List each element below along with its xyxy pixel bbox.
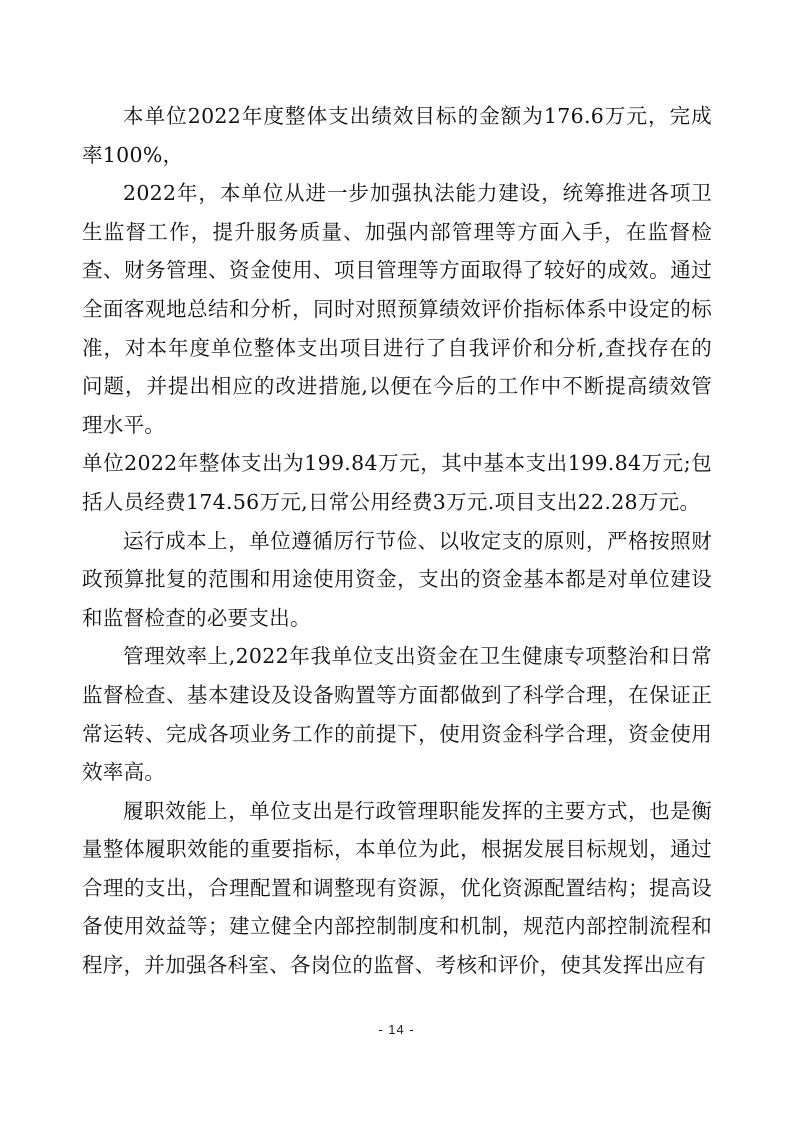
paragraph-target-amount: 本单位2022年度整体支出绩效目标的金额为176.6万元，完成率100%， bbox=[82, 104, 712, 167]
paragraph-performance-effectiveness: 履职效能上，单位支出是行政管理职能发挥的主要方式，也是衡量整体履职效能的重要指标，本单位为此，根据发展目标规划，通过合理的支出，合理配置和调整现有资源，优化资源配置结构；提高设备使用效益等；建立健全内部控制制度和机制，规范内部控制流程和程序，并加强各科室、各岗位的监督、考核和评价，使其发挥出应有 bbox=[82, 798, 712, 978]
paragraph-operating-cost: 运行成本上，单位遵循厉行节俭、以收定支的原则，严格按照财政预算批复的范围和用途使用资金，支出的资金基本都是对单位建设和监督检查的必要支出。 bbox=[82, 528, 712, 630]
paragraph-management-efficiency: 管理效率上,2022年我单位支出资金在卫生健康专项整治和日常监督检查、基本建设及设备购置等方面都做到了科学合理，在保证正常运转、完成各项业务工作的前提下，使用资金科学合理，资金使用效率高。 bbox=[82, 644, 712, 785]
paragraph-work-summary: 2022年，本单位从进一步加强执法能力建设，统筹推进各项卫生监督工作，提升服务质量、加强内部管理等方面入手，在监督检查、财务管理、资金使用、项目管理等方面取得了较好的成效。通过全面客观地总结和分析，同时对照预算绩效评价指标体系中设定的标准，对本年度单位整体支出项目进行了自我评价和分析,查找存在的问题，并提出相应的改进措施,以便在今后的工作中不断提高绩效管理水平。 bbox=[82, 181, 712, 437]
paragraph-expenditure-total: 单位2022年整体支出为199.84万元，其中基本支出199.84万元;包括人员经费174.56万元,日常公用经费3万元.项目支出22.28万元。 bbox=[82, 451, 712, 514]
page-number: - 14 - bbox=[378, 1022, 415, 1037]
document-body bbox=[82, 97, 712, 985]
